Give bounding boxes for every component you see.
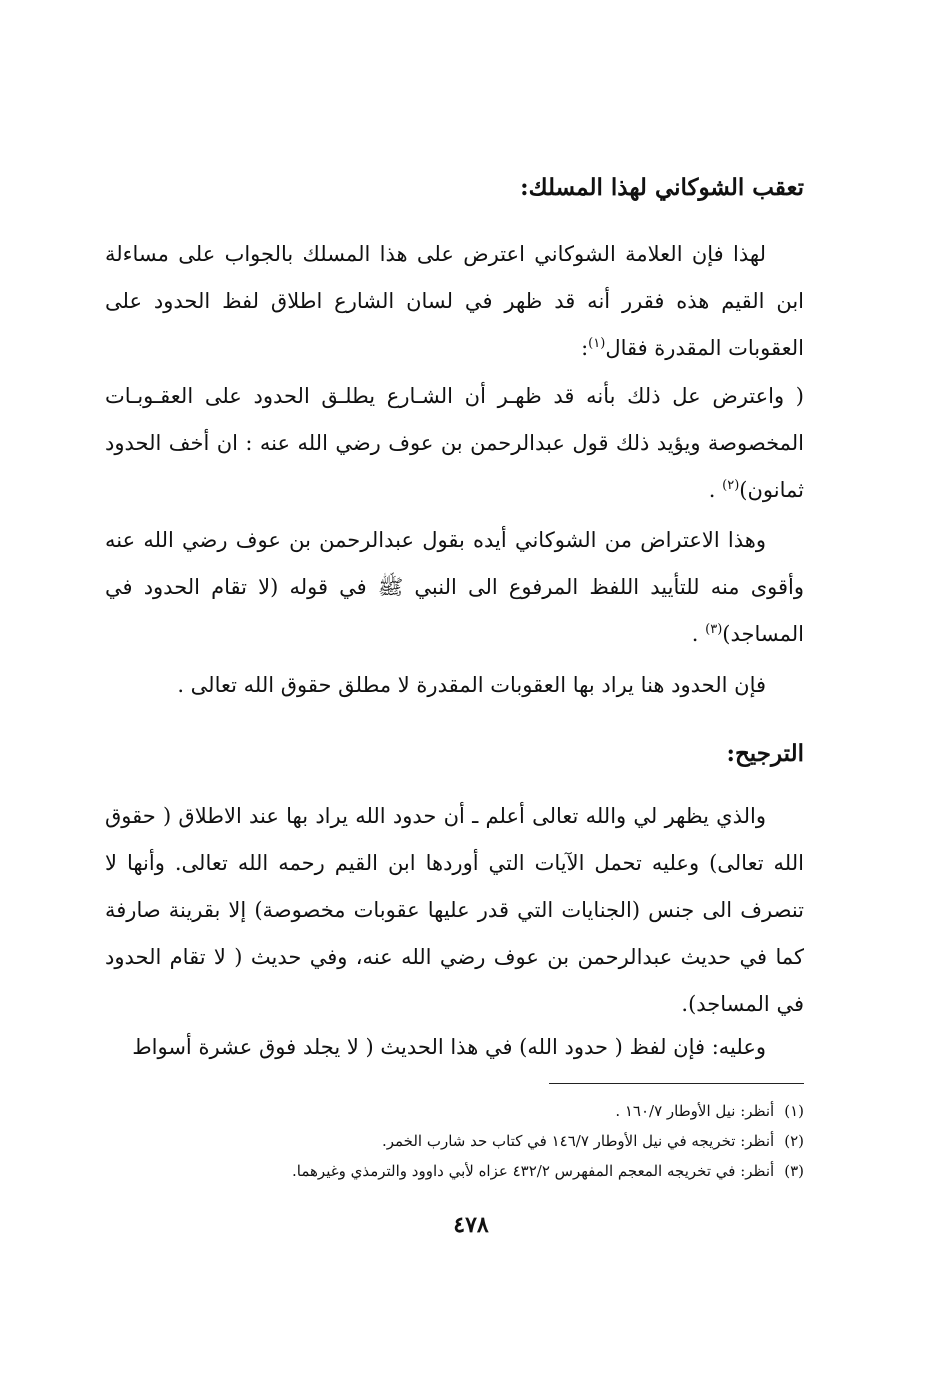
paragraph-support-hadith — [105, 517, 804, 658]
footnote-1 — [105, 1096, 804, 1126]
quotation-text: ( واعترض عل ذلك بأنه قد ظهـر أن الشـارع يطلـق الحدود على العقـوبـات المخصوصة ويؤيد ذلك قول عبدالرحمن بن عوف رضي الله عنه : ان أخف الحدود ثمانون) — [105, 384, 804, 502]
footnote-text: أنظر: نيل الأوطار ١٦٠/٧ . — [615, 1102, 775, 1120]
footnote-number: (٢) — [784, 1132, 804, 1150]
paragraph-end: . — [691, 622, 706, 646]
section-heading-shawkani-critique: تعقب الشوكاني لهذا المسلك: — [520, 174, 804, 201]
footnote-3 — [105, 1156, 804, 1186]
paragraph-text: لهذا فإن العلامة الشوكاني اعترض على هذا المسلك بالجواب على مساءلة ابن القيم هذه فقرر أنه قد ظهر في لسان الشارع اطلاق لفظ الحدود على العقوبات المقدرة فقال — [105, 242, 804, 360]
paragraph-tarjih: والذي يظهر لي والله تعالى أعلم ـ أن حدود الله يراد بها عند الاطلاق ( حقوق الله تعالى) وعليه تحمل الآيات التي أوردها ابن القيم رحمه الله تعالى. وأنها لا تنصرف الى جنس (الجنايات التي قدر عليها عقوبات مخصوصة) إلا بقرينة صارفة كما في حديث عبدالرحمن بن عوف رضي الله عنه، وفي حديث ( لا تقام الحدود في المساجد). — [105, 804, 804, 1016]
footnote-ref-1: (١) — [588, 336, 606, 351]
section-heading-tarjih: الترجيح: — [726, 740, 804, 767]
footnote-number: (١) — [784, 1102, 804, 1120]
paragraph-end: : — [581, 336, 589, 360]
paragraph-shawkani-objection — [105, 231, 804, 372]
footnote-divider — [549, 1083, 804, 1084]
footnote-2 — [105, 1126, 804, 1156]
quotation-end: . — [708, 478, 723, 502]
quotation-shawkani — [105, 373, 804, 514]
footnote-ref-3: (٣) — [705, 622, 723, 637]
footnote-ref-2: (٢) — [722, 478, 740, 493]
paragraph-conclusion: وعليه: فإن لفظ ( حدود الله) في هذا الحديث ( لا يجلد فوق عشرة أسواط — [132, 1035, 766, 1059]
footnote-number: (٣) — [784, 1162, 804, 1180]
page-number: ٤٧٨ — [453, 1212, 489, 1238]
footnote-text: أنظر: تخريجه في نيل الأوطار ١٤٦/٧ في كتاب حد شارب الخمر. — [381, 1132, 775, 1150]
footnotes — [105, 1096, 804, 1186]
paragraph-hudud-meaning: فإن الحدود هنا يراد بها العقوبات المقدرة لا مطلق حقوق الله تعالى . — [177, 673, 766, 697]
footnote-text: أنظر: في تخريجه المعجم المفهرس ٤٣٢/٢ عزاه لأبي داوود والترمذي وغيرهما. — [292, 1162, 775, 1180]
paragraph-text: وهذا الاعتراض من الشوكاني أيده بقول عبدالرحمن بن عوف رضي الله عنه وأقوى منه للتأييد اللفظ المرفوع الى النبي ﷺ في قوله (لا تقام الحدود في المساجد) — [105, 528, 804, 646]
